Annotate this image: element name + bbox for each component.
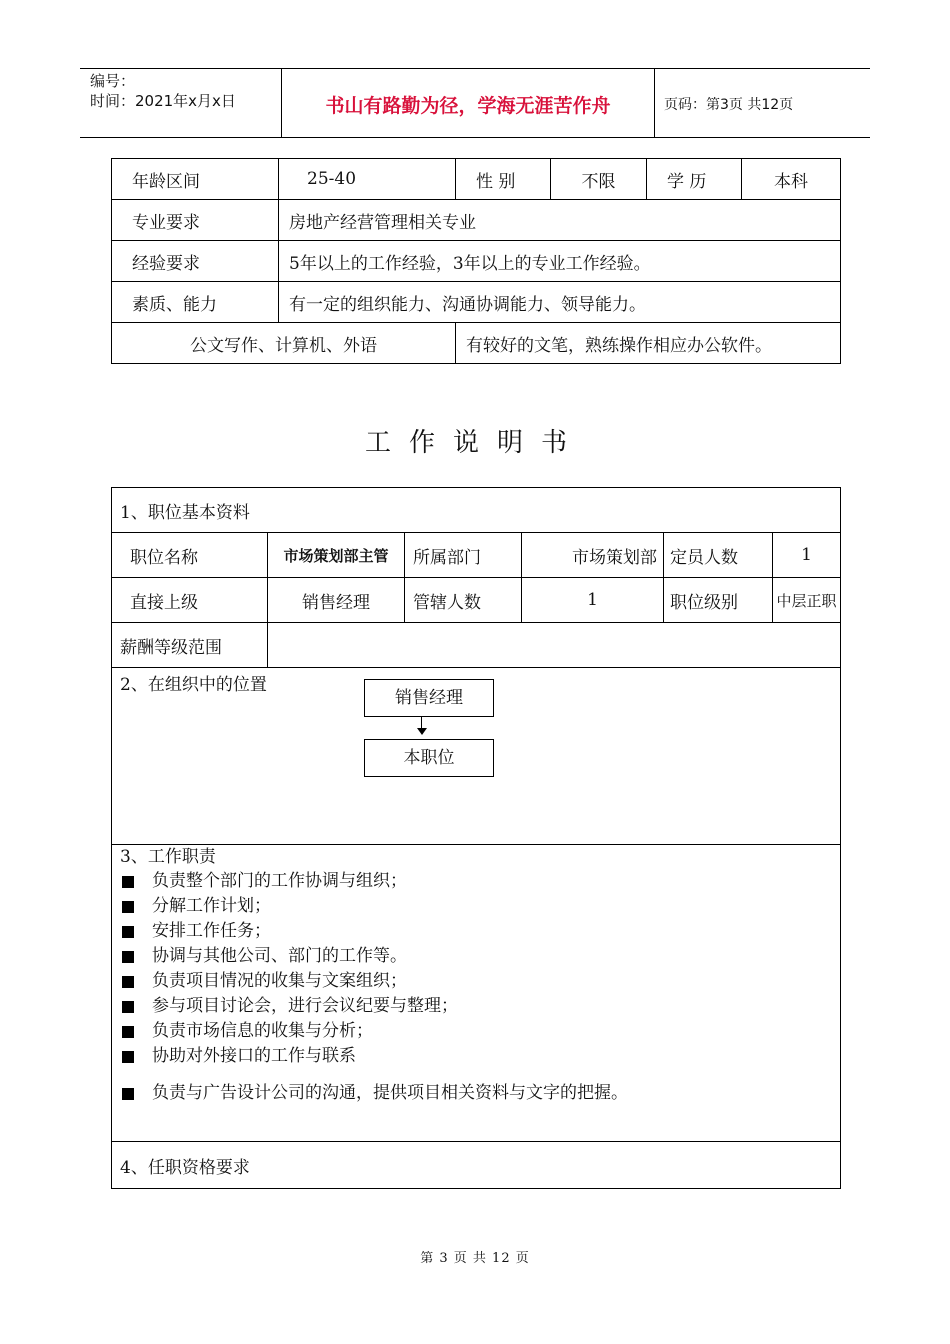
time-label: 时间：2021年x月x日	[90, 92, 236, 110]
header-divider	[654, 69, 655, 137]
edu-value: 本科	[742, 159, 841, 200]
edu-label: 学 历	[647, 159, 742, 200]
duty-text: 负责整个部门的工作协调与组织；	[152, 871, 407, 891]
requirements-table	[111, 158, 841, 364]
age-value: 25-40	[279, 159, 456, 200]
section-duties: 3、工作职责	[120, 847, 216, 867]
bullet-square-icon	[122, 1051, 134, 1063]
header-meta	[90, 71, 236, 111]
position-value: 市场策划部主管	[268, 533, 405, 578]
age-label: 年龄区间	[112, 159, 279, 200]
duty-text: 安排工作任务；	[152, 921, 271, 941]
duty-item	[112, 869, 840, 894]
bullet-square-icon	[122, 1088, 134, 1100]
arrow-down-icon	[417, 728, 427, 735]
dept-label: 所属部门	[405, 533, 522, 578]
section-basic-info: 1、职位基本资料	[112, 488, 841, 533]
level-value: 中层正职	[773, 578, 841, 623]
salary-label: 薪酬等级范围	[112, 623, 268, 668]
bullet-square-icon	[122, 951, 134, 963]
duty-item	[112, 969, 840, 994]
gender-value: 不限	[551, 159, 647, 200]
salary-value	[268, 623, 841, 668]
bullet-square-icon	[122, 901, 134, 913]
duties-cell	[112, 845, 841, 1142]
duty-text: 负责市场信息的收集与分析；	[152, 1021, 373, 1041]
org-box-this-position: 本职位	[364, 739, 494, 777]
page-header	[80, 68, 870, 138]
duty-item	[112, 919, 840, 944]
duty-text: 负责与广告设计公司的沟通，提供项目相关资料与文字的把握。	[152, 1083, 628, 1103]
duty-item	[112, 894, 840, 919]
org-box-manager: 销售经理	[364, 679, 494, 717]
duty-item	[112, 1044, 840, 1069]
header-motto: 书山有路勤为径，学海无涯苦作舟	[325, 95, 611, 117]
bullet-square-icon	[122, 1001, 134, 1013]
duty-item	[112, 1019, 840, 1044]
header-page-info: 页码：第3页 共12页	[664, 97, 794, 113]
bullet-square-icon	[122, 976, 134, 988]
level-label: 职位级别	[664, 578, 773, 623]
duty-text: 协调与其他公司、部门的工作等。	[152, 946, 407, 966]
headcount-label: 定员人数	[664, 533, 773, 578]
bullet-square-icon	[122, 926, 134, 938]
ability-label: 素质、能力	[112, 282, 279, 323]
duty-item	[112, 944, 840, 969]
exp-label: 经验要求	[112, 241, 279, 282]
major-label: 专业要求	[112, 200, 279, 241]
exp-value: 5年以上的工作经验，3年以上的专业工作经验。	[279, 241, 841, 282]
duty-item	[112, 994, 840, 1019]
skills-value: 有较好的文笔，熟练操作相应办公软件。	[456, 323, 841, 364]
dept-value: 市场策划部	[522, 533, 664, 578]
skills-label: 公文写作、计算机、外语	[112, 323, 456, 364]
document-title: 工作说明书	[364, 428, 585, 458]
section-org-position: 2、在组织中的位置	[120, 675, 267, 695]
ability-value: 有一定的组织能力、沟通协调能力、领导能力。	[279, 282, 841, 323]
section-qualifications: 4、任职资格要求	[112, 1142, 841, 1189]
page-footer: 第 3 页 共 12 页	[420, 1251, 530, 1266]
code-label: 编号：	[90, 72, 136, 90]
bullet-square-icon	[122, 1026, 134, 1038]
duty-item	[112, 1081, 840, 1106]
bullet-square-icon	[122, 876, 134, 888]
superior-label: 直接上级	[112, 578, 268, 623]
gender-label: 性 别	[456, 159, 551, 200]
subordinates-label: 管辖人数	[405, 578, 522, 623]
org-position-cell	[112, 668, 841, 845]
major-value: 房地产经营管理相关专业	[279, 200, 841, 241]
superior-value: 销售经理	[268, 578, 405, 623]
headcount-value: 1	[773, 533, 841, 578]
duty-text: 负责项目情况的收集与文案组织；	[152, 971, 407, 991]
duty-text: 协助对外接口的工作与联系	[152, 1046, 356, 1066]
duty-text: 参与项目讨论会，进行会议纪要与整理；	[152, 996, 458, 1016]
job-spec-table	[111, 487, 841, 1189]
subordinates-value: 1	[522, 578, 664, 623]
position-label: 职位名称	[112, 533, 268, 578]
duty-text: 分解工作计划；	[152, 896, 271, 916]
